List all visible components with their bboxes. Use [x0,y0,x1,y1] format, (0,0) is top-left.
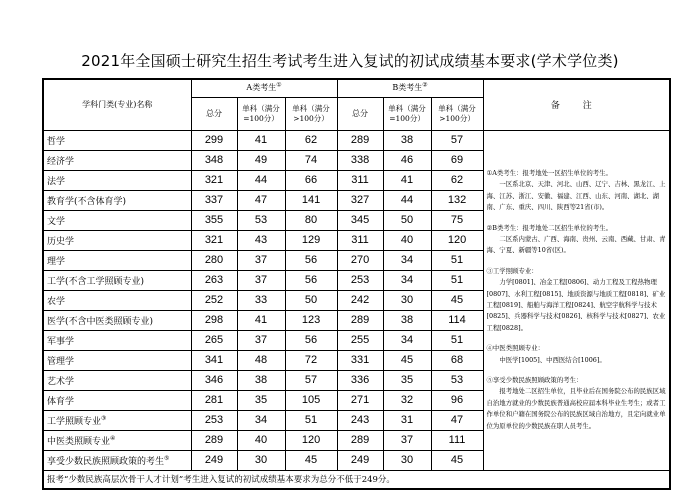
a-single100-header: 单科（满分=100分） [237,97,285,130]
subject-header: 学科门类(专业)名称 [43,79,191,130]
a-single100: 41 [237,310,285,330]
a-total: 321 [191,170,237,190]
table-row [43,130,670,150]
b-singlegt100-header: 单科（满分>100分） [431,97,483,130]
b-total: 327 [337,190,383,210]
a-single100: 30 [237,450,285,470]
b-single100: 41 [383,170,431,190]
b-singlegt100: 75 [431,210,483,230]
b-total: 338 [337,150,383,170]
a-total: 346 [191,370,237,390]
note-engineering: ③工学照顾专业： 力学[0801]、冶金工程[0806]、动力工程及工程热物理[0807]、水利工程[0815]、地质资源与地质工程[0818]、矿业工程[0819]、船舶与海洋工程[0824]、航空宇航科学与技术[0825]、兵器科学与技术[0826]、核科学与技术[0827]、农业工程[0828]。 [486,266,666,332]
a-total: 252 [191,290,237,310]
a-singlegt100: 129 [285,230,337,250]
a-singlegt100: 51 [285,410,337,430]
b-total: 243 [337,410,383,430]
subject-name: 工学照顾专业③ [43,410,191,430]
b-total: 255 [337,330,383,350]
a-total: 355 [191,210,237,230]
a-singlegt100: 56 [285,250,337,270]
b-single100: 30 [383,290,431,310]
a-single100: 53 [237,210,285,230]
b-singlegt100: 51 [431,270,483,290]
a-single100: 37 [237,250,285,270]
subject-name: 医学(不含中医类照顾专业) [43,310,191,330]
a-single100: 34 [237,410,285,430]
b-singlegt100: 120 [431,230,483,250]
b-single100: 45 [383,350,431,370]
b-singlegt100: 45 [431,290,483,310]
subject-name: 文学 [43,210,191,230]
a-single100: 35 [237,390,285,410]
a-single100: 38 [237,370,285,390]
b-singlegt100: 114 [431,310,483,330]
note-minority: ⑤享受少数民族照顾政策的考生： 报考地处二区招生单位，且毕业后在国务院公布的民族区域自治地方就业的少数民族普通高校应届本科毕业生考生；或者工作单位和户籍在国务院公布的民族区域自治地方，且定向就业单位为原单位的少数民族在职人员考生。 [486,376,666,430]
a-singlegt100: 123 [285,310,337,330]
b-total: 311 [337,230,383,250]
a-single100: 37 [237,330,285,350]
b-total: 331 [337,350,383,370]
b-total: 336 [337,370,383,390]
remarks-notes [483,130,670,470]
subject-name: 教育学(不含体育学) [43,190,191,210]
group-a-header: A类考生① [191,79,337,97]
b-total: 311 [337,170,383,190]
group-b-header: B类考生② [337,79,483,97]
subject-name: 体育学 [43,390,191,410]
b-total: 289 [337,130,383,150]
subject-name: 农学 [43,290,191,310]
subject-name: 哲学 [43,130,191,150]
a-singlegt100: 45 [285,450,337,470]
a-single100: 37 [237,270,285,290]
a-total-header: 总分 [191,97,237,130]
page-title: 2021年全国硕士研究生招生考试考生进入复试的初试成绩基本要求(学术学位类) [81,52,619,70]
a-singlegt100: 74 [285,150,337,170]
b-total: 249 [337,450,383,470]
a-singlegt100: 141 [285,190,337,210]
a-single100: 41 [237,130,285,150]
a-total: 337 [191,190,237,210]
a-total: 321 [191,230,237,250]
b-total: 289 [337,430,383,450]
subject-name: 享受少数民族照顾政策的考生⑤ [43,450,191,470]
note-b: ②B类考生：报考地处二区招生单位的考生。 二区系内蒙古、广西、海南、贵州、云南、西藏、甘肃、青海、宁夏、新疆等10省(区)。 [486,223,666,255]
b-single100: 35 [383,370,431,390]
a-single100: 33 [237,290,285,310]
b-single100: 34 [383,330,431,350]
a-single100: 40 [237,430,285,450]
b-single100: 46 [383,150,431,170]
a-single100: 43 [237,230,285,250]
a-total: 281 [191,390,237,410]
subject-name: 中医类照顾专业④ [43,430,191,450]
footer-note: 报考“少数民族高层次骨干人才计划”考生进入复试的初试成绩基本要求为总分不低于249分。 [43,470,670,489]
b-total: 253 [337,270,383,290]
a-singlegt100: 105 [285,390,337,410]
a-total: 263 [191,270,237,290]
subject-name: 历史学 [43,230,191,250]
remarks-header: 备 注 [483,79,670,130]
b-single100: 31 [383,410,431,430]
b-single100: 32 [383,390,431,410]
b-singlegt100: 62 [431,170,483,190]
b-total: 289 [337,310,383,330]
b-single100: 38 [383,130,431,150]
b-singlegt100: 68 [431,350,483,370]
subject-name: 经济学 [43,150,191,170]
subject-name: 工学(不含工学照顾专业) [43,270,191,290]
a-single100: 47 [237,190,285,210]
note-tcm: ④中医类照顾专业： 中医学[1005]、中西医结合[1006]。 [486,344,606,364]
b-singlegt100: 57 [431,130,483,150]
a-singlegt100: 80 [285,210,337,230]
b-total: 345 [337,210,383,230]
b-total: 242 [337,290,383,310]
a-singlegt100: 50 [285,290,337,310]
b-single100: 37 [383,430,431,450]
b-singlegt100: 96 [431,390,483,410]
footer-row [43,470,670,489]
a-total: 341 [191,350,237,370]
score-table [42,78,671,490]
b-single100: 44 [383,190,431,210]
a-total: 253 [191,410,237,430]
subject-name: 理学 [43,250,191,270]
a-singlegt100: 66 [285,170,337,190]
b-singlegt100: 47 [431,410,483,430]
b-single100: 34 [383,250,431,270]
b-singlegt100: 51 [431,330,483,350]
a-singlegt100-header: 单科（满分>100分） [285,97,337,130]
b-singlegt100: 45 [431,450,483,470]
a-singlegt100: 56 [285,270,337,290]
subject-name: 艺术学 [43,370,191,390]
a-total: 289 [191,430,237,450]
a-singlegt100: 72 [285,350,337,370]
subject-name: 管理学 [43,350,191,370]
a-total: 280 [191,250,237,270]
note-a: ①A类考生：报考地处一区招生单位的考生。 一区系北京、天津、河北、山西、辽宁、吉林、黑龙江、上海、江苏、浙江、安徽、福建、江西、山东、河南、湖北、湖南、广东、重庆、四川、陕西等21省(市)。 [486,168,666,212]
b-total: 270 [337,250,383,270]
a-total: 348 [191,150,237,170]
b-singlegt100: 132 [431,190,483,210]
b-single100: 50 [383,210,431,230]
b-single100: 40 [383,230,431,250]
a-total: 298 [191,310,237,330]
b-single100: 34 [383,270,431,290]
b-single100-header: 单科（满分=100分） [383,97,431,130]
a-single100: 48 [237,350,285,370]
b-total-header: 总分 [337,97,383,130]
b-singlegt100: 111 [431,430,483,450]
a-total: 299 [191,130,237,150]
a-singlegt100: 120 [285,430,337,450]
a-singlegt100: 56 [285,330,337,350]
b-total: 271 [337,390,383,410]
a-total: 249 [191,450,237,470]
b-single100: 38 [383,310,431,330]
a-singlegt100: 57 [285,370,337,390]
a-singlegt100: 62 [285,130,337,150]
a-total: 265 [191,330,237,350]
a-single100: 49 [237,150,285,170]
b-single100: 30 [383,450,431,470]
b-singlegt100: 69 [431,150,483,170]
b-singlegt100: 51 [431,250,483,270]
a-single100: 44 [237,170,285,190]
subject-name: 法学 [43,170,191,190]
subject-name: 军事学 [43,330,191,350]
b-singlegt100: 53 [431,370,483,390]
